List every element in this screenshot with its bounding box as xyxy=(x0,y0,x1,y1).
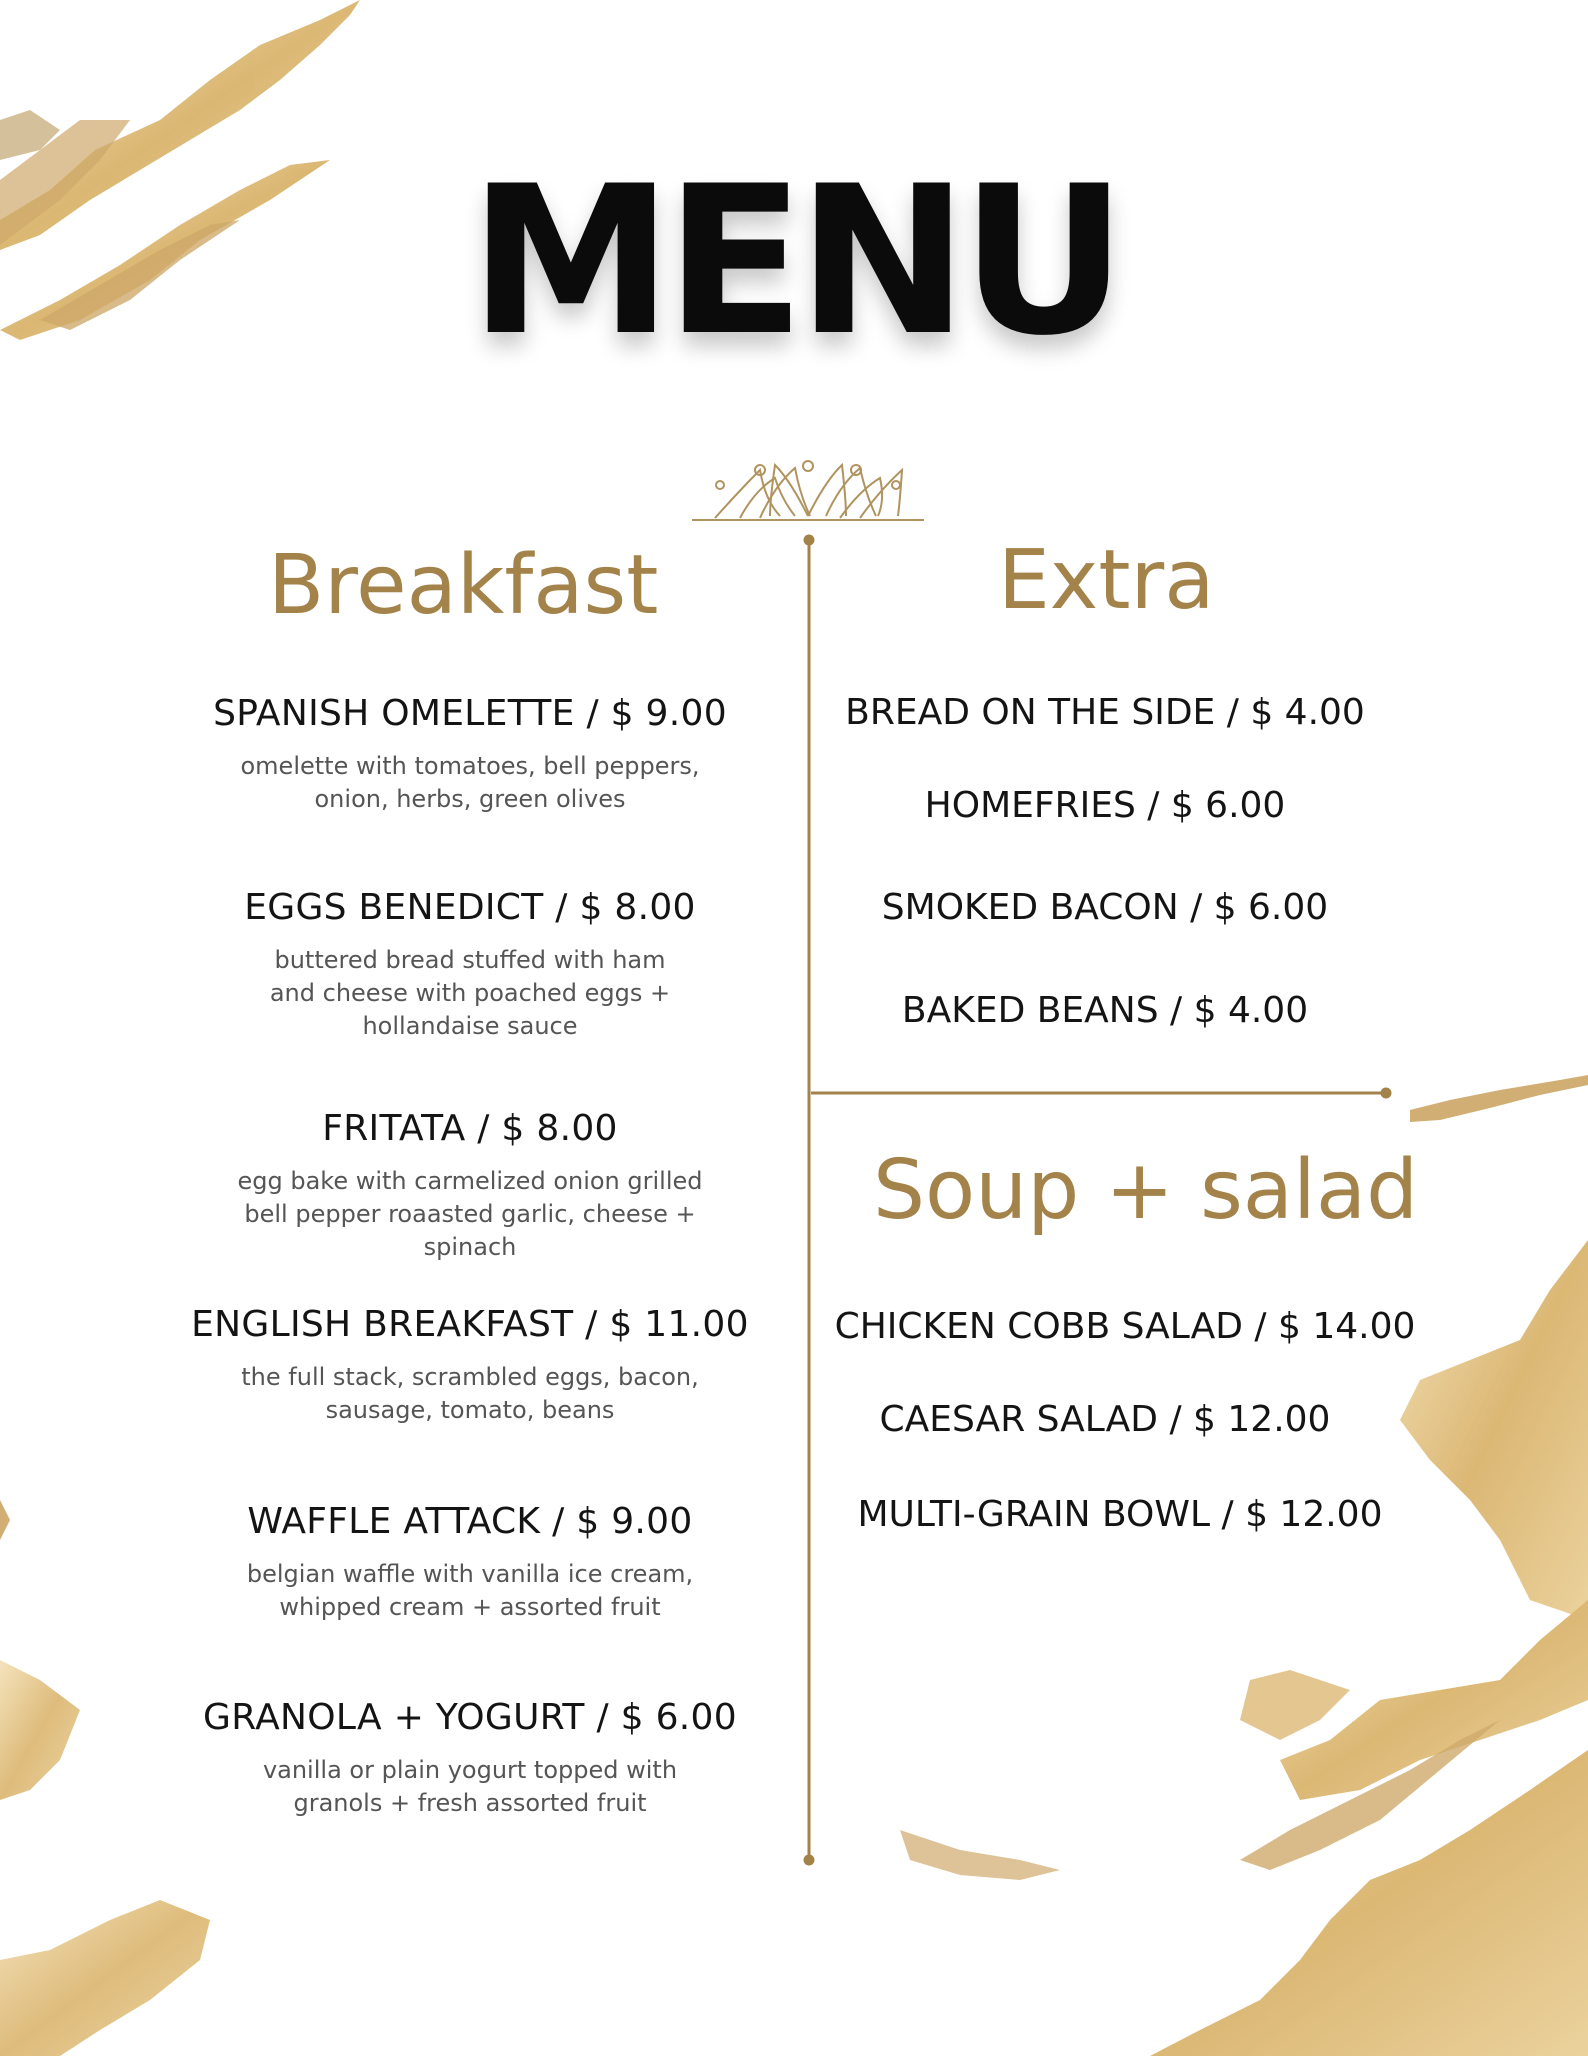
menu-item xyxy=(180,1500,760,1624)
menu-item xyxy=(180,1107,760,1264)
item-description: vanilla or plain yogurt topped with granols + fresh assorted fruit xyxy=(262,1756,678,1817)
extra-item: HOMEFRIES / $ 6.00 xyxy=(924,785,1286,826)
menu-item xyxy=(180,1303,760,1427)
soup-salad-heading: Soup + salad xyxy=(873,1143,1419,1238)
menu-item xyxy=(180,886,760,1043)
item-description: buttered bread stuffed with ham and cheese with poached eggs + hollandaise sauce xyxy=(269,946,671,1040)
item-description: egg bake with carmelized onion grilled bell pepper roaasted garlic, cheese + spinach xyxy=(237,1167,703,1261)
breakfast-heading: Breakfast xyxy=(268,538,659,633)
menu-item xyxy=(180,1696,760,1820)
item-name: GRANOLA + YOGURT / $ 6.00 xyxy=(203,1697,737,1738)
menu-item xyxy=(180,692,760,816)
soup-salad-item: CAESAR SALAD / $ 12.00 xyxy=(879,1399,1331,1440)
item-name: ENGLISH BREAKFAST / $ 11.00 xyxy=(191,1304,749,1345)
extra-item: SMOKED BACON / $ 6.00 xyxy=(881,887,1329,928)
item-name: FRITATA / $ 8.00 xyxy=(322,1108,618,1149)
soup-salad-item: MULTI-GRAIN BOWL / $ 12.00 xyxy=(857,1494,1383,1535)
extra-heading: Extra xyxy=(998,533,1215,628)
item-description: the full stack, scrambled eggs, bacon, sausage, tomato, beans xyxy=(241,1363,699,1424)
item-name: WAFFLE ATTACK / $ 9.00 xyxy=(247,1501,693,1542)
soup-salad-item: CHICKEN COBB SALAD / $ 14.00 xyxy=(834,1306,1416,1347)
item-name: EGGS BENEDICT / $ 8.00 xyxy=(244,887,696,928)
item-description: belgian waffle with vanilla ice cream, whipped cream + assorted fruit xyxy=(246,1560,694,1621)
lotus-ornament-icon xyxy=(692,461,924,520)
item-name: SPANISH OMELETTE / $ 9.00 xyxy=(213,693,727,734)
item-description: omelette with tomatoes, bell peppers, onion, herbs, green olives xyxy=(240,752,700,813)
extra-item: BAKED BEANS / $ 4.00 xyxy=(901,990,1309,1031)
menu-title: MENU xyxy=(468,143,1120,381)
extra-item: BREAD ON THE SIDE / $ 4.00 xyxy=(845,692,1365,733)
